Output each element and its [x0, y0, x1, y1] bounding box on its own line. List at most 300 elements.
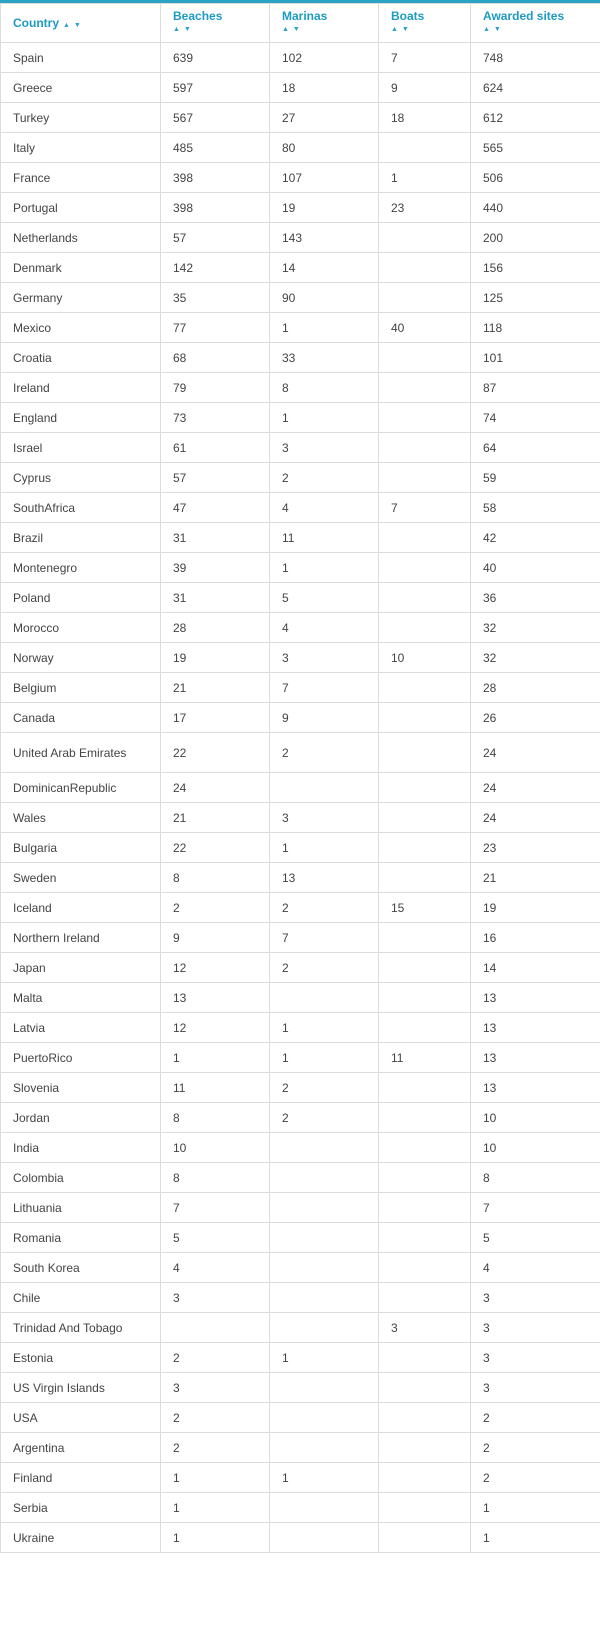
cell-awarded-sites: 26 — [471, 703, 600, 733]
cell-marinas — [270, 1253, 379, 1283]
cell-awarded-sites: 23 — [471, 833, 600, 863]
cell-awarded-sites: 3 — [471, 1283, 600, 1313]
cell-country: Serbia — [1, 1493, 161, 1523]
cell-country: Israel — [1, 433, 161, 463]
cell-beaches: 639 — [161, 43, 270, 73]
table-row — [1, 703, 600, 733]
cell-country: Spain — [1, 43, 161, 73]
cell-awarded-sites: 24 — [471, 773, 600, 803]
cell-awarded-sites: 24 — [471, 803, 600, 833]
cell-marinas — [270, 1523, 379, 1553]
cell-boats — [379, 1103, 471, 1133]
cell-country: Mexico — [1, 313, 161, 343]
cell-beaches: 13 — [161, 983, 270, 1013]
cell-marinas: 1 — [270, 833, 379, 863]
cell-beaches: 3 — [161, 1283, 270, 1313]
cell-beaches: 11 — [161, 1073, 270, 1103]
sort-arrows-icon[interactable]: ▲ ▼ — [63, 22, 82, 29]
table-row — [1, 73, 600, 103]
table-row — [1, 1073, 600, 1103]
cell-beaches: 31 — [161, 523, 270, 553]
table-row — [1, 863, 600, 893]
cell-boats — [379, 523, 471, 553]
table-row — [1, 1133, 600, 1163]
cell-marinas: 1 — [270, 1013, 379, 1043]
cell-marinas — [270, 1163, 379, 1193]
cell-boats: 15 — [379, 893, 471, 923]
cell-awarded-sites: 125 — [471, 283, 600, 313]
cell-beaches — [161, 1313, 270, 1343]
cell-beaches: 73 — [161, 403, 270, 433]
cell-country: Japan — [1, 953, 161, 983]
cell-awarded-sites: 8 — [471, 1163, 600, 1193]
cell-marinas: 3 — [270, 803, 379, 833]
cell-boats — [379, 133, 471, 163]
cell-marinas: 80 — [270, 133, 379, 163]
cell-awarded-sites: 40 — [471, 553, 600, 583]
cell-marinas: 3 — [270, 433, 379, 463]
cell-beaches: 9 — [161, 923, 270, 953]
cell-boats — [379, 1073, 471, 1103]
cell-beaches: 61 — [161, 433, 270, 463]
cell-awarded-sites: 21 — [471, 863, 600, 893]
cell-marinas — [270, 1403, 379, 1433]
cell-beaches: 35 — [161, 283, 270, 313]
cell-beaches: 79 — [161, 373, 270, 403]
cell-boats — [379, 283, 471, 313]
table-header-row — [1, 4, 600, 43]
cell-beaches: 28 — [161, 613, 270, 643]
cell-awarded-sites: 24 — [471, 733, 600, 773]
cell-boats — [379, 1133, 471, 1163]
table-row — [1, 673, 600, 703]
cell-awarded-sites: 28 — [471, 673, 600, 703]
cell-country: Ireland — [1, 373, 161, 403]
cell-country: Brazil — [1, 523, 161, 553]
table-row — [1, 43, 600, 73]
cell-awarded-sites: 440 — [471, 193, 600, 223]
table-row — [1, 373, 600, 403]
cell-boats — [379, 953, 471, 983]
cell-marinas: 1 — [270, 1343, 379, 1373]
table-row — [1, 733, 600, 773]
cell-country: India — [1, 1133, 161, 1163]
cell-marinas — [270, 1133, 379, 1163]
cell-beaches: 485 — [161, 133, 270, 163]
cell-country: United Arab Emirates — [1, 733, 161, 773]
cell-boats — [379, 253, 471, 283]
cell-boats — [379, 1373, 471, 1403]
cell-beaches: 12 — [161, 1013, 270, 1043]
table-row — [1, 923, 600, 953]
cell-marinas: 33 — [270, 343, 379, 373]
cell-boats — [379, 923, 471, 953]
cell-awarded-sites: 3 — [471, 1373, 600, 1403]
table-row — [1, 223, 600, 253]
cell-beaches: 22 — [161, 833, 270, 863]
cell-awarded-sites: 1 — [471, 1523, 600, 1553]
cell-marinas: 7 — [270, 923, 379, 953]
cell-country: Morocco — [1, 613, 161, 643]
cell-boats — [379, 863, 471, 893]
cell-country: US Virgin Islands — [1, 1373, 161, 1403]
cell-boats — [379, 1463, 471, 1493]
cell-marinas: 3 — [270, 643, 379, 673]
cell-boats — [379, 403, 471, 433]
cell-boats — [379, 613, 471, 643]
cell-beaches: 8 — [161, 863, 270, 893]
cell-boats — [379, 1493, 471, 1523]
column-header-label: Boats — [391, 9, 425, 23]
cell-country: Finland — [1, 1463, 161, 1493]
cell-awarded-sites: 2 — [471, 1403, 600, 1433]
cell-beaches: 8 — [161, 1163, 270, 1193]
cell-beaches: 2 — [161, 893, 270, 923]
cell-awarded-sites: 748 — [471, 43, 600, 73]
cell-beaches: 57 — [161, 223, 270, 253]
table-row — [1, 253, 600, 283]
cell-beaches: 2 — [161, 1433, 270, 1463]
cell-awarded-sites: 42 — [471, 523, 600, 553]
table-row — [1, 1163, 600, 1193]
table-row — [1, 1043, 600, 1073]
cell-marinas: 8 — [270, 373, 379, 403]
cell-country: PuertoRico — [1, 1043, 161, 1073]
cell-boats: 7 — [379, 43, 471, 73]
cell-marinas — [270, 1223, 379, 1253]
table-row — [1, 983, 600, 1013]
cell-boats — [379, 1193, 471, 1223]
table-row — [1, 163, 600, 193]
cell-awarded-sites: 2 — [471, 1463, 600, 1493]
cell-country: Estonia — [1, 1343, 161, 1373]
cell-marinas — [270, 1283, 379, 1313]
cell-country: Poland — [1, 583, 161, 613]
cell-marinas: 4 — [270, 493, 379, 523]
cell-beaches: 142 — [161, 253, 270, 283]
cell-boats: 18 — [379, 103, 471, 133]
cell-country: Colombia — [1, 1163, 161, 1193]
cell-boats — [379, 1253, 471, 1283]
cell-boats: 3 — [379, 1313, 471, 1343]
cell-marinas: 4 — [270, 613, 379, 643]
cell-awarded-sites: 5 — [471, 1223, 600, 1253]
cell-country: Belgium — [1, 673, 161, 703]
cell-boats — [379, 1283, 471, 1313]
table-row — [1, 313, 600, 343]
cell-boats: 7 — [379, 493, 471, 523]
cell-marinas — [270, 983, 379, 1013]
cell-beaches: 1 — [161, 1493, 270, 1523]
cell-beaches: 39 — [161, 553, 270, 583]
table-row — [1, 1433, 600, 1463]
cell-awarded-sites: 19 — [471, 893, 600, 923]
cell-beaches: 398 — [161, 163, 270, 193]
sort-arrows-icon[interactable]: ▲ ▼ — [282, 26, 301, 33]
table-row — [1, 343, 600, 373]
cell-boats — [379, 1223, 471, 1253]
cell-awarded-sites: 101 — [471, 343, 600, 373]
cell-beaches: 19 — [161, 643, 270, 673]
cell-country: Sweden — [1, 863, 161, 893]
cell-beaches: 597 — [161, 73, 270, 103]
cell-country: Germany — [1, 283, 161, 313]
table-row — [1, 893, 600, 923]
cell-boats — [379, 1523, 471, 1553]
cell-beaches: 4 — [161, 1253, 270, 1283]
cell-marinas: 2 — [270, 463, 379, 493]
cell-beaches: 12 — [161, 953, 270, 983]
cell-country: Croatia — [1, 343, 161, 373]
cell-boats — [379, 983, 471, 1013]
cell-beaches: 21 — [161, 803, 270, 833]
cell-country: DominicanRepublic — [1, 773, 161, 803]
cell-country: France — [1, 163, 161, 193]
sort-arrows-icon[interactable]: ▲ ▼ — [173, 26, 192, 33]
cell-marinas: 1 — [270, 403, 379, 433]
cell-awarded-sites: 506 — [471, 163, 600, 193]
cell-boats — [379, 223, 471, 253]
table-row — [1, 1253, 600, 1283]
cell-country: South Korea — [1, 1253, 161, 1283]
table-row — [1, 283, 600, 313]
cell-marinas — [270, 1313, 379, 1343]
cell-marinas: 27 — [270, 103, 379, 133]
cell-country: Cyprus — [1, 463, 161, 493]
table-row — [1, 1103, 600, 1133]
cell-beaches: 398 — [161, 193, 270, 223]
column-header-awarded-sites[interactable] — [471, 4, 600, 43]
table-body — [1, 43, 600, 1553]
cell-awarded-sites: 624 — [471, 73, 600, 103]
cell-beaches: 5 — [161, 1223, 270, 1253]
cell-boats — [379, 1403, 471, 1433]
column-header-label: Awarded sites — [483, 9, 565, 23]
cell-marinas — [270, 1433, 379, 1463]
cell-awarded-sites: 200 — [471, 223, 600, 253]
cell-beaches: 10 — [161, 1133, 270, 1163]
sort-arrows-icon[interactable]: ▲ ▼ — [483, 26, 502, 33]
table-row — [1, 193, 600, 223]
cell-beaches: 17 — [161, 703, 270, 733]
cell-awarded-sites: 13 — [471, 1073, 600, 1103]
cell-awarded-sites: 2 — [471, 1433, 600, 1463]
cell-beaches: 24 — [161, 773, 270, 803]
table-row — [1, 643, 600, 673]
cell-awarded-sites: 4 — [471, 1253, 600, 1283]
cell-boats — [379, 463, 471, 493]
cell-marinas — [270, 773, 379, 803]
column-header-boats[interactable] — [379, 4, 471, 43]
cell-beaches: 77 — [161, 313, 270, 343]
cell-country: Montenegro — [1, 553, 161, 583]
table-row — [1, 1463, 600, 1493]
cell-beaches: 57 — [161, 463, 270, 493]
cell-marinas: 2 — [270, 1103, 379, 1133]
cell-awarded-sites: 87 — [471, 373, 600, 403]
table-row — [1, 133, 600, 163]
table-row — [1, 553, 600, 583]
table-row — [1, 1373, 600, 1403]
cell-awarded-sites: 32 — [471, 613, 600, 643]
cell-awarded-sites: 565 — [471, 133, 600, 163]
cell-beaches: 2 — [161, 1343, 270, 1373]
cell-boats — [379, 673, 471, 703]
cell-awarded-sites: 10 — [471, 1133, 600, 1163]
cell-country: Trinidad And Tobago — [1, 1313, 161, 1343]
cell-boats — [379, 773, 471, 803]
cell-awarded-sites: 118 — [471, 313, 600, 343]
cell-marinas: 19 — [270, 193, 379, 223]
column-header-country[interactable] — [1, 4, 161, 43]
cell-country: SouthAfrica — [1, 493, 161, 523]
cell-country: USA — [1, 1403, 161, 1433]
cell-beaches: 7 — [161, 1193, 270, 1223]
column-header-beaches[interactable] — [161, 4, 270, 43]
cell-beaches: 3 — [161, 1373, 270, 1403]
cell-marinas: 2 — [270, 1073, 379, 1103]
cell-boats — [379, 1433, 471, 1463]
cell-country: Northern Ireland — [1, 923, 161, 953]
cell-boats — [379, 343, 471, 373]
table-row — [1, 1403, 600, 1433]
cell-beaches: 21 — [161, 673, 270, 703]
cell-awarded-sites: 14 — [471, 953, 600, 983]
table-row — [1, 433, 600, 463]
cell-country: Portugal — [1, 193, 161, 223]
cell-awarded-sites: 13 — [471, 1013, 600, 1043]
cell-awarded-sites: 7 — [471, 1193, 600, 1223]
cell-boats — [379, 1343, 471, 1373]
cell-awarded-sites: 3 — [471, 1343, 600, 1373]
cell-marinas: 107 — [270, 163, 379, 193]
table-row — [1, 1343, 600, 1373]
table-row — [1, 463, 600, 493]
column-header-label: Country — [13, 16, 59, 30]
cell-awarded-sites: 13 — [471, 1043, 600, 1073]
cell-country: Denmark — [1, 253, 161, 283]
cell-marinas: 143 — [270, 223, 379, 253]
cell-awarded-sites: 13 — [471, 983, 600, 1013]
table-row — [1, 1223, 600, 1253]
cell-marinas: 7 — [270, 673, 379, 703]
cell-country: Netherlands — [1, 223, 161, 253]
cell-country: Iceland — [1, 893, 161, 923]
cell-boats — [379, 373, 471, 403]
cell-marinas: 9 — [270, 703, 379, 733]
cell-marinas: 1 — [270, 313, 379, 343]
cell-marinas: 1 — [270, 1463, 379, 1493]
cell-boats — [379, 833, 471, 863]
cell-country: Italy — [1, 133, 161, 163]
sort-arrows-icon[interactable]: ▲ ▼ — [391, 26, 410, 33]
cell-boats — [379, 803, 471, 833]
cell-awarded-sites: 58 — [471, 493, 600, 523]
cell-awarded-sites: 74 — [471, 403, 600, 433]
cell-country: Ukraine — [1, 1523, 161, 1553]
cell-country: Latvia — [1, 1013, 161, 1043]
cell-beaches: 1 — [161, 1463, 270, 1493]
cell-awarded-sites: 612 — [471, 103, 600, 133]
cell-boats — [379, 733, 471, 773]
table-row — [1, 103, 600, 133]
table-row — [1, 613, 600, 643]
cell-marinas: 2 — [270, 953, 379, 983]
cell-boats: 23 — [379, 193, 471, 223]
cell-country: Jordan — [1, 1103, 161, 1133]
cell-beaches: 1 — [161, 1523, 270, 1553]
table-row — [1, 773, 600, 803]
cell-awarded-sites: 64 — [471, 433, 600, 463]
cell-country: Malta — [1, 983, 161, 1013]
cell-marinas — [270, 1193, 379, 1223]
cell-marinas: 18 — [270, 73, 379, 103]
cell-beaches: 2 — [161, 1403, 270, 1433]
cell-beaches: 47 — [161, 493, 270, 523]
cell-boats: 9 — [379, 73, 471, 103]
table-row — [1, 833, 600, 863]
cell-country: Chile — [1, 1283, 161, 1313]
cell-boats — [379, 1163, 471, 1193]
cell-boats: 40 — [379, 313, 471, 343]
column-header-label: Marinas — [282, 9, 328, 23]
cell-beaches: 22 — [161, 733, 270, 773]
cell-marinas: 90 — [270, 283, 379, 313]
cell-beaches: 31 — [161, 583, 270, 613]
table-row — [1, 1313, 600, 1343]
table-row — [1, 1013, 600, 1043]
table-row — [1, 403, 600, 433]
cell-beaches: 8 — [161, 1103, 270, 1133]
cell-marinas: 2 — [270, 733, 379, 773]
table-row — [1, 953, 600, 983]
table-row — [1, 1523, 600, 1553]
cell-marinas: 13 — [270, 863, 379, 893]
cell-marinas — [270, 1373, 379, 1403]
table-row — [1, 1193, 600, 1223]
column-header-label: Beaches — [173, 9, 223, 23]
cell-awarded-sites: 36 — [471, 583, 600, 613]
cell-boats — [379, 583, 471, 613]
cell-country: Wales — [1, 803, 161, 833]
cell-country: Bulgaria — [1, 833, 161, 863]
cell-beaches: 1 — [161, 1043, 270, 1073]
cell-marinas: 1 — [270, 553, 379, 583]
cell-beaches: 567 — [161, 103, 270, 133]
cell-country: Romania — [1, 1223, 161, 1253]
cell-awarded-sites: 16 — [471, 923, 600, 953]
cell-country: Argentina — [1, 1433, 161, 1463]
table-row — [1, 583, 600, 613]
table-row — [1, 803, 600, 833]
cell-awarded-sites: 156 — [471, 253, 600, 283]
table-row — [1, 1283, 600, 1313]
cell-marinas: 2 — [270, 893, 379, 923]
cell-marinas: 5 — [270, 583, 379, 613]
table-row — [1, 493, 600, 523]
table-row — [1, 1493, 600, 1523]
cell-awarded-sites: 3 — [471, 1313, 600, 1343]
cell-country: Turkey — [1, 103, 161, 133]
cell-country: Norway — [1, 643, 161, 673]
cell-boats — [379, 553, 471, 583]
cell-boats: 11 — [379, 1043, 471, 1073]
cell-country: England — [1, 403, 161, 433]
column-header-marinas[interactable] — [270, 4, 379, 43]
cell-awarded-sites: 32 — [471, 643, 600, 673]
cell-marinas: 11 — [270, 523, 379, 553]
cell-country: Canada — [1, 703, 161, 733]
